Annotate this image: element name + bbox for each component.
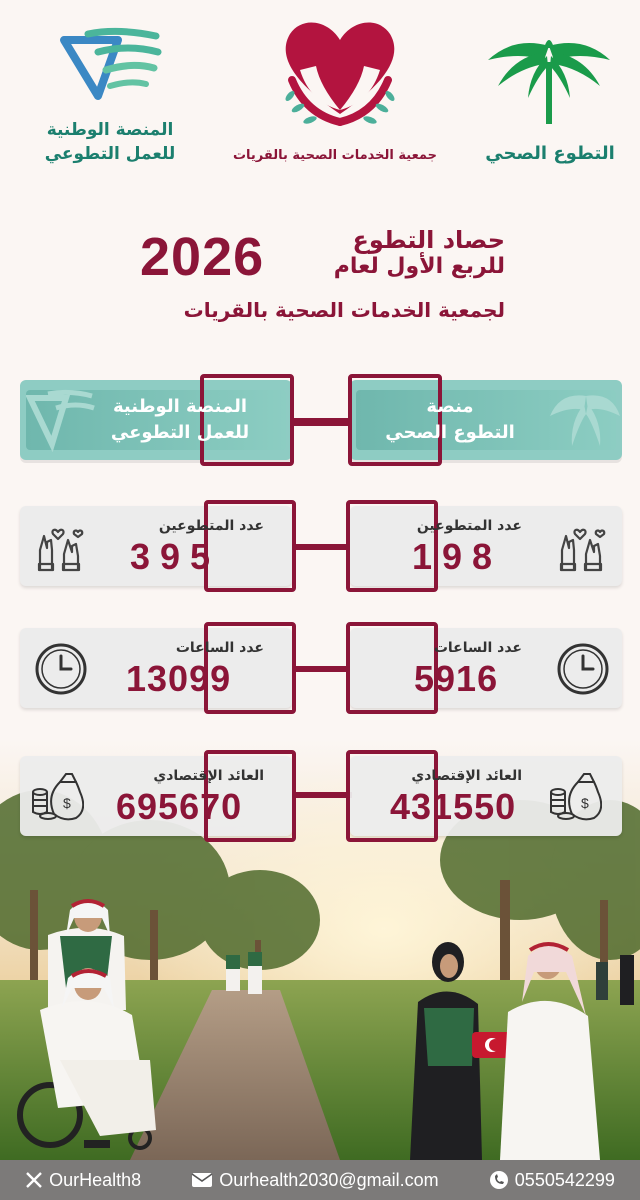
- palm-icon: [484, 26, 614, 136]
- clock-icon: [556, 642, 610, 696]
- right-economic-value: 431550: [390, 786, 517, 827]
- money-bag-icon: [548, 770, 602, 824]
- platform-left-line-1: المنصة الوطنية: [112, 396, 248, 417]
- row-connector-volunteers: [292, 544, 352, 550]
- palm-watermark-icon: [550, 386, 620, 454]
- platform-right-label: [350, 394, 550, 446]
- footer-phone[interactable]: [489, 1170, 615, 1191]
- platform-right-pill: [350, 380, 622, 460]
- platform-right-line-1: منصة: [426, 396, 474, 417]
- logo-right-text: التطوع الصحي: [485, 143, 615, 164]
- contact-footer: [0, 1160, 640, 1200]
- x-icon: [25, 1171, 43, 1189]
- platform-right-line-2: التطوع الصحي: [385, 422, 515, 443]
- right-volunteers-label: عدد المتطوعين: [416, 518, 522, 534]
- platform-left-label: [80, 394, 280, 446]
- mail-icon: [191, 1172, 213, 1188]
- header-connector: [290, 418, 352, 426]
- money-bag-icon: [30, 770, 84, 824]
- logo-national-platform-text: [25, 118, 195, 166]
- svg-text:$: $: [581, 795, 589, 811]
- left-hours-value: 13099: [126, 658, 232, 699]
- footer-x-handle[interactable]: [25, 1170, 141, 1191]
- logo-left-line-1: المنصة الوطنية: [46, 120, 174, 140]
- stat-card-right-economic: [350, 756, 622, 836]
- title-line-1: حصاد التطوع: [352, 226, 505, 254]
- stat-card-left-economic: [20, 756, 292, 836]
- email-text: Ourhealth2030@gmail.com: [219, 1169, 439, 1190]
- title-year: 2026: [140, 227, 265, 287]
- right-hours-value: 5916: [414, 658, 499, 699]
- stat-card-right-hours: [350, 628, 622, 708]
- left-volunteers-value: 395: [130, 536, 221, 577]
- logo-platform-icon: [58, 26, 162, 108]
- right-volunteers-value: 198: [412, 536, 503, 577]
- stat-card-left-hours: [20, 628, 292, 708]
- row-connector-hours: [292, 666, 352, 672]
- footer-email[interactable]: [191, 1170, 438, 1191]
- logo-left-line-2: للعمل التطوعي: [44, 144, 176, 164]
- platform-left-line-2: للعمل التطوعي: [110, 422, 250, 443]
- logo-middle-text: جمعية الخدمات الصحية بالقريات: [232, 148, 438, 163]
- left-economic-label: العائد الإقتصادي: [153, 768, 264, 784]
- right-economic-label: العائد الإقتصادي: [411, 768, 522, 784]
- phone-text: 0550542299: [514, 1169, 615, 1190]
- platform-left-pill: [20, 380, 292, 460]
- heart-hands-icon: [270, 10, 410, 140]
- right-hours-label: عدد الساعات: [433, 640, 522, 656]
- whatsapp-icon: [489, 1170, 509, 1190]
- stat-card-right-volunteers: [350, 506, 622, 586]
- left-hours-label: عدد الساعات: [175, 640, 264, 656]
- title-line-3: لجمعية الخدمات الصحية بالقريات: [183, 298, 505, 322]
- svg-text:$: $: [63, 795, 71, 811]
- stat-card-left-volunteers: [20, 506, 292, 586]
- title-line-2: للربع الأول لعام: [333, 254, 505, 279]
- raised-hands-icon: [556, 520, 610, 574]
- x-handle-text: OurHealth8: [49, 1169, 142, 1190]
- left-economic-value: 695670: [116, 786, 243, 827]
- clock-icon: [34, 642, 88, 696]
- raised-hands-icon: [34, 520, 88, 574]
- row-connector-economic: [292, 792, 352, 798]
- left-volunteers-label: عدد المتطوعين: [158, 518, 264, 534]
